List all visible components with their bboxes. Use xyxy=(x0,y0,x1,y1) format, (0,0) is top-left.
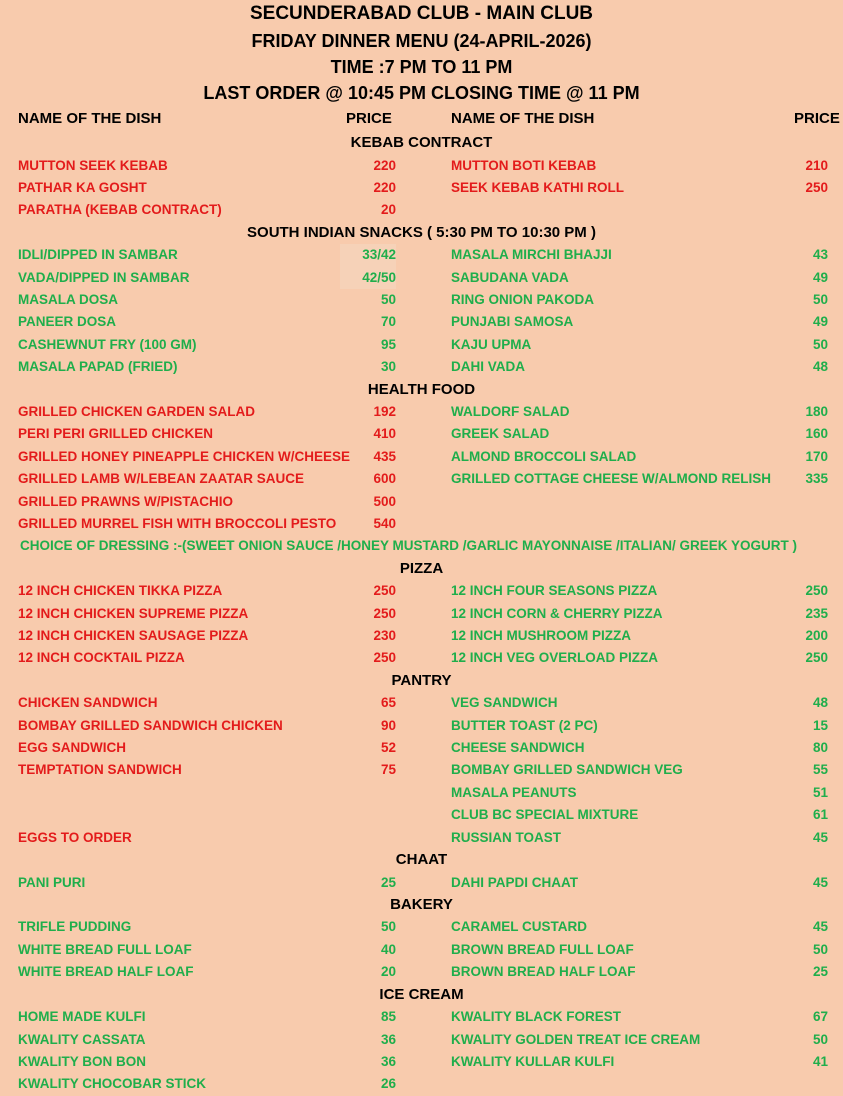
dish-price: 85 xyxy=(380,1009,396,1025)
col-header-dish-left: NAME OF THE DISH xyxy=(18,110,162,127)
menu-row xyxy=(0,759,843,781)
dish-price: 41 xyxy=(812,1053,828,1069)
menu-row xyxy=(0,491,843,513)
menu-section xyxy=(0,132,843,222)
dish-price: 220 xyxy=(373,179,396,195)
dish-price: 75 xyxy=(380,762,396,778)
dish-price: 250 xyxy=(373,583,396,599)
menu-section xyxy=(0,894,843,984)
dish-name: TEMPTATION SANDWICH xyxy=(18,762,182,778)
dish-name: PANEER DOSA xyxy=(18,314,117,330)
dish-name: DAHI PAPDI CHAAT xyxy=(451,874,578,890)
dish-name: PERI PERI GRILLED CHICKEN xyxy=(18,426,214,442)
dish-price: 49 xyxy=(812,314,828,330)
dish-price: 61 xyxy=(812,807,828,823)
menu-row xyxy=(0,155,843,177)
dish-price: 65 xyxy=(380,695,396,711)
dish-name: KWALITY GOLDEN TREAT ICE CREAM xyxy=(451,1031,701,1047)
dressing-note: CHOICE OF DRESSING :-(SWEET ONION SAUCE /HONEY MUSTARD /GARLIC MAYONNAISE /ITALIAN/ GREEK YOGURT ) xyxy=(20,538,798,554)
dish-name: WHITE BREAD HALF LOAF xyxy=(18,964,194,980)
dish-price: 435 xyxy=(373,448,396,464)
dish-price: 250 xyxy=(805,179,828,195)
dish-name: 12 INCH COCKTAIL PIZZA xyxy=(18,650,185,666)
dish-name: MASALA MIRCHI BHAJJI xyxy=(451,247,612,263)
dish-name: WHITE BREAD FULL LOAF xyxy=(18,941,192,957)
dish-price: 50 xyxy=(812,941,828,957)
col-header-price-left: PRICE xyxy=(346,110,392,127)
dish-price: 49 xyxy=(812,269,828,285)
dish-name: RING ONION PAKODA xyxy=(451,291,595,307)
menu-row xyxy=(0,334,843,356)
dish-price: 500 xyxy=(373,493,396,509)
dish-name: TRIFLE PUDDING xyxy=(18,919,132,935)
dish-price: 51 xyxy=(812,784,828,800)
dish-name: GRILLED COTTAGE CHEESE W/ALMOND RELISH xyxy=(451,471,771,487)
menu-row xyxy=(0,625,843,647)
section-title: PANTRY xyxy=(391,671,452,689)
dish-name: RUSSIAN TOAST xyxy=(451,829,562,845)
dish-price: 250 xyxy=(373,605,396,621)
menu-row xyxy=(0,715,843,737)
section-title: PIZZA xyxy=(399,559,444,577)
dish-price: 36 xyxy=(380,1031,396,1047)
menu-row xyxy=(0,692,843,714)
dish-name: PATHAR KA GOSHT xyxy=(18,179,147,195)
dish-name: GRILLED PRAWNS W/PISTACHIO xyxy=(18,493,233,509)
dish-price: 70 xyxy=(380,314,396,330)
dish-name: PARATHA (KEBAB CONTRACT) xyxy=(18,202,222,218)
dish-name: KWALITY BON BON xyxy=(18,1053,146,1069)
menu-row xyxy=(0,513,843,535)
dish-price: 410 xyxy=(373,426,396,442)
dish-price: 15 xyxy=(812,717,828,733)
dish-price: 50 xyxy=(380,291,396,307)
dish-name: BROWN BREAD HALF LOAF xyxy=(451,964,636,980)
menu-section xyxy=(0,670,843,849)
dish-name: HOME MADE KULFI xyxy=(18,1009,146,1025)
dish-name: IDLI/DIPPED IN SAMBAR xyxy=(18,247,178,263)
menu-row xyxy=(0,603,843,625)
dish-name: MASALA PEANUTS xyxy=(451,784,577,800)
dish-name: PANI PURI xyxy=(18,874,86,890)
section-title: BAKERY xyxy=(390,895,453,913)
menu-row xyxy=(0,916,843,938)
menu-row xyxy=(0,401,843,423)
dish-price: 26 xyxy=(380,1076,396,1092)
menu-row xyxy=(0,1006,843,1028)
menu-row xyxy=(0,289,843,311)
dish-price: 40 xyxy=(380,941,396,957)
dish-price: 45 xyxy=(812,919,828,935)
dish-name: DAHI VADA xyxy=(451,359,525,375)
menu-row xyxy=(0,244,843,266)
dish-price: 30 xyxy=(380,359,396,375)
menu-row xyxy=(0,423,843,445)
dish-name: VADA/DIPPED IN SAMBAR xyxy=(18,269,190,285)
dish-name: BOMBAY GRILLED SANDWICH CHICKEN xyxy=(18,717,283,733)
menu-section xyxy=(0,222,843,379)
menu-row xyxy=(0,267,843,289)
dish-name: ALMOND BROCCOLI SALAD xyxy=(451,448,637,464)
dish-name: VEG SANDWICH xyxy=(451,695,558,711)
menu-row xyxy=(0,939,843,961)
section-title: CHAAT xyxy=(395,851,448,869)
dish-price: 80 xyxy=(812,740,828,756)
dish-name: CHEESE SANDWICH xyxy=(451,740,585,756)
menu-section xyxy=(0,379,843,558)
dish-name: CHICKEN SANDWICH xyxy=(18,695,158,711)
dish-name: BOMBAY GRILLED SANDWICH VEG xyxy=(451,762,683,778)
menu-row xyxy=(0,177,843,199)
dish-name: BROWN BREAD FULL LOAF xyxy=(451,941,634,957)
dish-price: 45 xyxy=(812,874,828,890)
dish-price: 50 xyxy=(812,291,828,307)
dish-price: 250 xyxy=(373,650,396,666)
section-title: HEALTH FOOD xyxy=(367,380,476,398)
dish-name: 12 INCH CHICKEN SUPREME PIZZA xyxy=(18,605,249,621)
menu-row xyxy=(0,1073,843,1095)
dish-name: GREEK SALAD xyxy=(451,426,550,442)
dish-price: 600 xyxy=(373,471,396,487)
dish-name: PUNJABI SAMOSA xyxy=(451,314,574,330)
dish-price: 20 xyxy=(380,964,396,980)
dish-name: KAJU UPMA xyxy=(451,336,532,352)
dish-price: 52 xyxy=(380,740,396,756)
dish-price: 43 xyxy=(812,247,828,263)
club-title: SECUNDERABAD CLUB - MAIN CLUB xyxy=(249,3,594,24)
menu-row xyxy=(0,737,843,759)
menu-row xyxy=(0,1029,843,1051)
dish-price: 67 xyxy=(812,1009,828,1025)
dish-name: CASHEWNUT FRY (100 GM) xyxy=(18,336,197,352)
dish-name: KWALITY CASSATA xyxy=(18,1031,146,1047)
dish-name: MUTTON SEEK KEBAB xyxy=(18,157,168,173)
menu-section xyxy=(0,984,843,1096)
dish-price: 220 xyxy=(373,157,396,173)
dish-price: 50 xyxy=(812,336,828,352)
dish-name: MASALA DOSA xyxy=(18,291,118,307)
menu-time: TIME :7 PM TO 11 PM xyxy=(330,57,513,77)
dish-price: 45 xyxy=(812,829,828,845)
dish-name: EGG SANDWICH xyxy=(18,740,126,756)
menu-row xyxy=(0,356,843,378)
section-title: SOUTH INDIAN SNACKS ( 5:30 PM TO 10:30 PM ) xyxy=(247,223,596,241)
menu-row xyxy=(0,872,843,894)
dish-name: 12 INCH VEG OVERLOAD PIZZA xyxy=(451,650,659,666)
dish-price: 540 xyxy=(373,515,396,531)
dish-name: 12 INCH CORN & CHERRY PIZZA xyxy=(451,605,663,621)
dish-name: SABUDANA VADA xyxy=(451,269,569,285)
dish-price: 33/42 xyxy=(340,244,396,266)
dish-price: 192 xyxy=(373,404,396,420)
menu-section xyxy=(0,558,843,670)
dish-price: 250 xyxy=(805,583,828,599)
dish-price: 25 xyxy=(380,874,396,890)
dish-name: 12 INCH FOUR SEASONS PIZZA xyxy=(451,583,658,599)
menu-row xyxy=(0,1051,843,1073)
col-header-dish-right: NAME OF THE DISH xyxy=(451,110,595,127)
menu-last-order: LAST ORDER @ 10:45 PM CLOSING TIME @ 11 PM xyxy=(203,83,640,103)
column-headers xyxy=(0,106,843,132)
menu-row xyxy=(0,468,843,490)
dish-name: 12 INCH CHICKEN SAUSAGE PIZZA xyxy=(18,628,249,644)
menu-row xyxy=(0,647,843,669)
dish-name: GRILLED MURREL FISH WITH BROCCOLI PESTO xyxy=(18,515,337,531)
dish-name: WALDORF SALAD xyxy=(451,404,570,420)
dish-name: EGGS TO ORDER xyxy=(18,829,132,845)
dish-name: MASALA PAPAD (FRIED) xyxy=(18,359,178,375)
dish-price: 50 xyxy=(380,919,396,935)
dish-price: 50 xyxy=(812,1031,828,1047)
dish-name: CLUB BC SPECIAL MIXTURE xyxy=(451,807,639,823)
menu-row xyxy=(0,199,843,221)
dish-price: 48 xyxy=(812,695,828,711)
col-header-price-right: PRICE xyxy=(794,110,840,127)
menu-row xyxy=(0,782,843,804)
dish-price: 48 xyxy=(812,359,828,375)
dish-name: SEEK KEBAB KATHI ROLL xyxy=(451,179,625,195)
menu-row xyxy=(0,827,843,849)
dish-price: 180 xyxy=(805,404,828,420)
menu-row xyxy=(0,446,843,468)
menu-row xyxy=(0,311,843,333)
menu-title: FRIDAY DINNER MENU (24-APRIL-2026) xyxy=(251,31,592,51)
dish-name: GRILLED LAMB W/LEBEAN ZAATAR SAUCE xyxy=(18,471,304,487)
dish-price: 36 xyxy=(380,1053,396,1069)
dish-price: 42/50 xyxy=(340,267,396,289)
menu-sections xyxy=(0,132,843,1096)
dish-price: 250 xyxy=(805,650,828,666)
dish-name: GRILLED CHICKEN GARDEN SALAD xyxy=(18,404,256,420)
dish-name: 12 INCH CHICKEN TIKKA PIZZA xyxy=(18,583,223,599)
dish-price: 235 xyxy=(805,605,828,621)
dish-price: 200 xyxy=(805,628,828,644)
menu-row xyxy=(0,580,843,602)
dish-price: 160 xyxy=(805,426,828,442)
dish-name: KWALITY BLACK FOREST xyxy=(451,1009,621,1025)
menu-section xyxy=(0,849,843,894)
dish-name: MUTTON BOTI KEBAB xyxy=(451,157,597,173)
dish-price: 170 xyxy=(805,448,828,464)
dish-price: 335 xyxy=(805,471,828,487)
dish-name: KWALITY KULLAR KULFI xyxy=(451,1053,615,1069)
section-title: ICE CREAM xyxy=(379,985,464,1003)
dish-price: 20 xyxy=(380,202,396,218)
dish-price: 210 xyxy=(805,157,828,173)
dish-price: 95 xyxy=(380,336,396,352)
dish-name: 12 INCH MUSHROOM PIZZA xyxy=(451,628,632,644)
dish-price: 25 xyxy=(812,964,828,980)
menu-row xyxy=(0,961,843,983)
menu-row xyxy=(0,804,843,826)
dish-name: KWALITY CHOCOBAR STICK xyxy=(18,1076,206,1092)
dish-name: BUTTER TOAST (2 PC) xyxy=(451,717,598,733)
section-title: KEBAB CONTRACT xyxy=(350,134,493,151)
dish-name: GRILLED HONEY PINEAPPLE CHICKEN W/CHEESE xyxy=(18,448,351,464)
dish-price: 55 xyxy=(812,762,828,778)
dish-name: CARAMEL CUSTARD xyxy=(451,919,587,935)
dish-price: 230 xyxy=(373,628,396,644)
dish-price: 90 xyxy=(380,717,396,733)
